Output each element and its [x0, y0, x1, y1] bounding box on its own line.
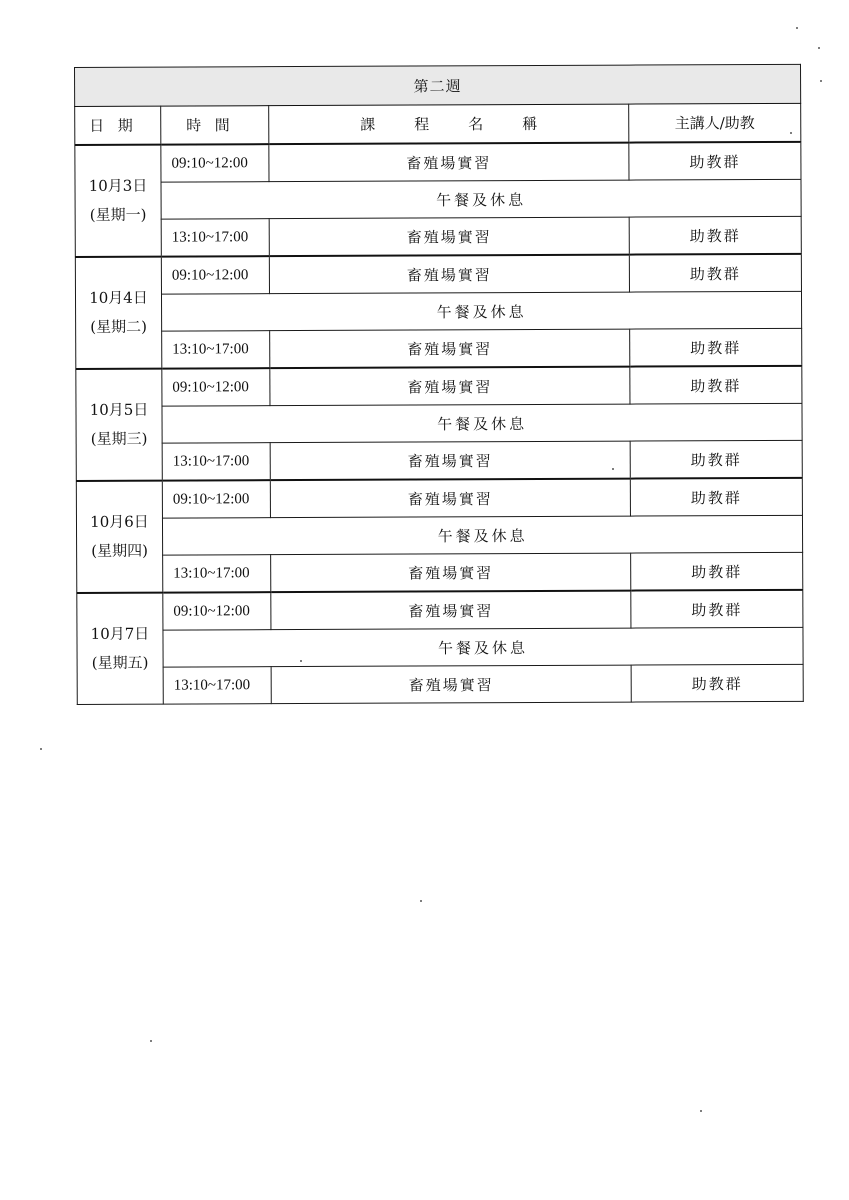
- teacher-cell: 助教群: [630, 328, 802, 366]
- header-teacher: 主講人/助教: [629, 103, 801, 142]
- header-course: 課程名稱: [269, 104, 629, 144]
- course-cell: 畜殖場實習: [271, 553, 631, 592]
- time-cell: 09:10~12:00: [161, 256, 269, 294]
- weekday-label: (星期一): [89, 205, 147, 224]
- lunch-cell: 午餐及休息: [161, 291, 801, 331]
- date-label: 10月7日: [90, 624, 150, 643]
- header-date: 日期: [75, 106, 161, 145]
- table-row: [75, 216, 801, 257]
- teacher-cell: 助教群: [629, 216, 801, 254]
- weekday-label: (星期四): [91, 541, 149, 560]
- table-row: [76, 328, 802, 369]
- teacher-cell: 助教群: [630, 366, 802, 404]
- teacher-cell: 助教群: [630, 440, 802, 478]
- date-cell: [76, 369, 162, 481]
- course-cell: 畜殖場實習: [269, 255, 629, 294]
- course-cell: 畜殖場實習: [270, 329, 630, 368]
- weekday-label: (星期五): [91, 653, 149, 672]
- table-row: [77, 590, 803, 631]
- teacher-cell: 助教群: [631, 664, 803, 702]
- lunch-cell: 午餐及休息: [162, 403, 802, 443]
- scan-speck: [420, 900, 422, 902]
- schedule-body: [75, 64, 804, 704]
- time-cell: 09:10~12:00: [163, 592, 271, 630]
- scan-speck: [820, 80, 822, 82]
- date-label: 10月5日: [89, 400, 149, 419]
- course-cell: 畜殖場實習: [270, 479, 630, 518]
- date-cell: [77, 593, 163, 705]
- teacher-cell: 助教群: [629, 254, 801, 292]
- table-row: [75, 179, 801, 219]
- time-cell: 09:10~12:00: [161, 144, 269, 182]
- schedule-table: [74, 64, 804, 705]
- weekday-label: (星期二): [90, 317, 148, 336]
- course-cell: 畜殖場實習: [271, 591, 631, 630]
- scan-speck: [612, 468, 614, 470]
- teacher-cell: 助教群: [629, 142, 801, 180]
- date-label: 10月6日: [90, 512, 149, 531]
- time-cell: 13:10~17:00: [162, 331, 270, 369]
- table-row: [76, 440, 802, 481]
- scan-speck: [150, 1040, 152, 1042]
- teacher-cell: 助教群: [631, 590, 803, 628]
- date-cell: [76, 481, 162, 593]
- table-row: [77, 552, 803, 593]
- table-row: [76, 515, 802, 555]
- scan-speck: [700, 1110, 702, 1112]
- course-cell: 畜殖場實習: [269, 143, 629, 182]
- week-title: 第二週: [75, 64, 801, 106]
- table-row: [76, 403, 802, 443]
- course-cell: 畜殖場實習: [270, 367, 630, 406]
- table-row: [75, 291, 801, 331]
- time-cell: 13:10~17:00: [161, 219, 269, 257]
- lunch-cell: 午餐及休息: [161, 179, 801, 219]
- scan-speck: [40, 748, 42, 750]
- teacher-cell: 助教群: [631, 552, 803, 590]
- week-title-row: [75, 64, 801, 106]
- date-cell: [75, 257, 161, 369]
- time-cell: 13:10~17:00: [162, 443, 270, 481]
- scan-speck: [790, 132, 792, 134]
- time-cell: 13:10~17:00: [163, 555, 271, 593]
- scan-speck: [300, 660, 302, 662]
- table-row: [76, 478, 802, 519]
- scan-speck: [796, 27, 798, 29]
- weekday-label: (星期三): [90, 429, 148, 448]
- table-row: [75, 142, 801, 183]
- date-label: 10月3日: [88, 176, 148, 195]
- time-cell: 09:10~12:00: [162, 368, 270, 406]
- date-label: 10月4日: [89, 288, 148, 307]
- time-cell: 09:10~12:00: [162, 480, 270, 518]
- table-row: [75, 254, 801, 295]
- course-cell: 畜殖場實習: [270, 441, 630, 480]
- course-cell: 畜殖場實習: [271, 665, 631, 704]
- lunch-cell: 午餐及休息: [162, 515, 802, 555]
- header-row: [75, 103, 801, 145]
- table-row: [77, 664, 803, 704]
- scan-speck: [818, 47, 820, 49]
- time-cell: 13:10~17:00: [163, 667, 271, 704]
- table-row: [77, 627, 803, 667]
- date-cell: [75, 145, 161, 257]
- header-time: 時間: [161, 106, 269, 145]
- course-cell: 畜殖場實習: [269, 217, 629, 256]
- teacher-cell: 助教群: [630, 478, 802, 516]
- table-row: [76, 366, 802, 407]
- lunch-cell: 午餐及休息: [163, 627, 803, 667]
